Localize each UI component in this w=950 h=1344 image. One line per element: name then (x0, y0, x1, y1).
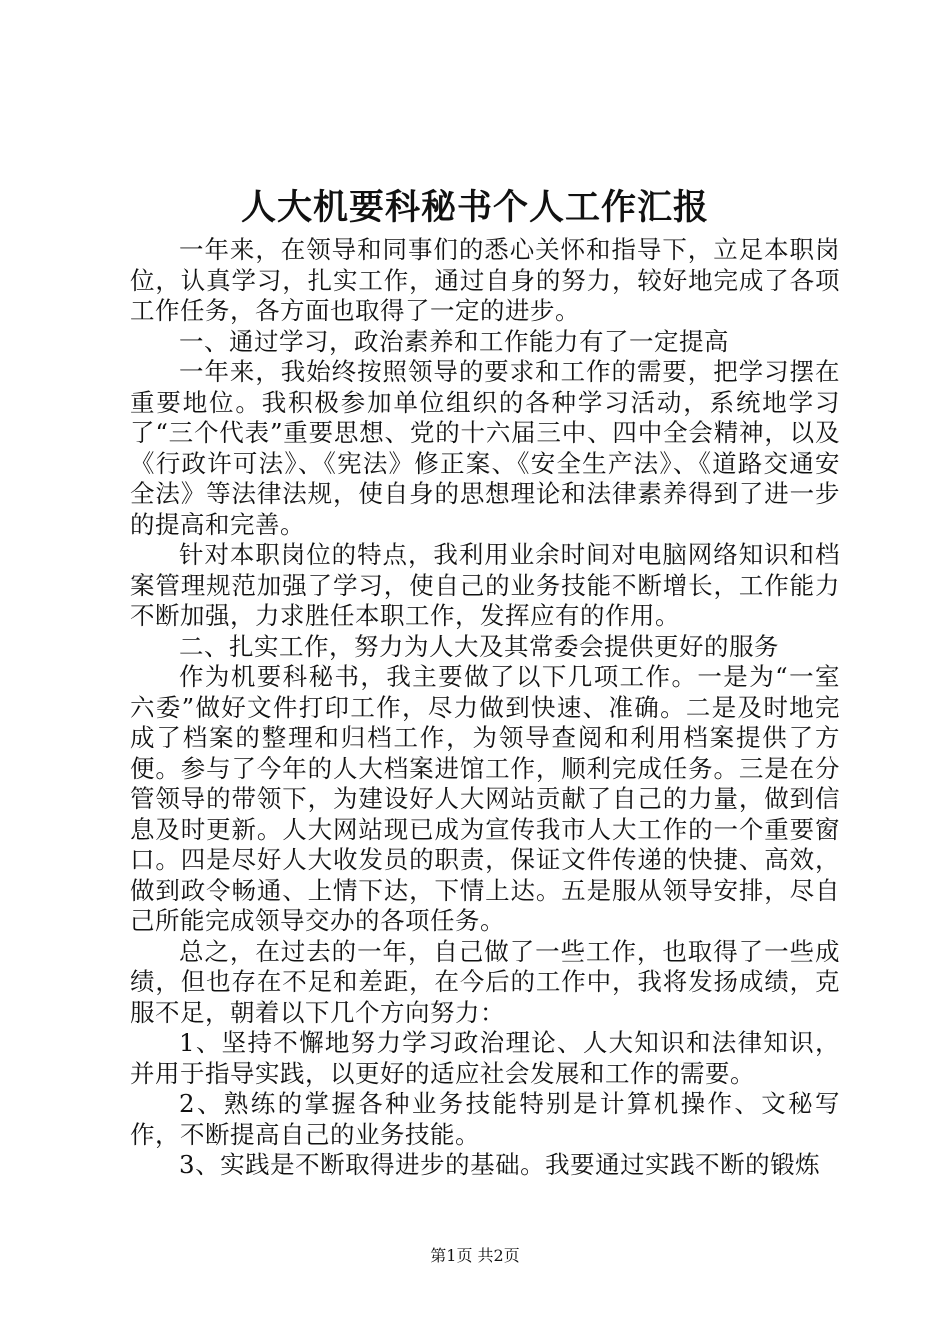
document-body (130, 235, 840, 1181)
list-item: 3、实践是不断取得进步的基础。我要通过实践不断的锻炼 (179, 1150, 821, 1179)
body-paragraph: 作为机要科秘书，我主要做了以下几项工作。一是为“一室六委”做好文件打印工作，尽力做到快速、准确。二是及时地完成了档案的整理和归档工作，为领导查阅和利用档案提供了方便。参与了今年的人大档案进馆工作，顺利完成任务。三是在分管领导的带领下，为建设好人大网站贡献了自己的力量，做到信息及时更新。人大网站现已成为宣传我市人大工作的一个重要窗口。四是尽好人大收发员的职责，保证文件传递的快捷、高效，做到政令畅通、上情下达，下情上达。五是服从领导安排，尽自己所能完成领导交办的各项任务。 (130, 662, 840, 935)
document-title: 人大机要科秘书个人工作汇报 (240, 187, 709, 228)
section-heading-2: 二、扎实工作，努力为人大及其常委会提供更好的服务 (179, 631, 779, 661)
summary-paragraph: 总之，在过去的一年，自己做了一些工作，也取得了一些成绩，但也存在不足和差距，在今后的工作中，我将发扬成绩，克服不足，朝着以下几个方向努力： (130, 936, 840, 1027)
list-item: 1、坚持不懈地努力学习政治理论、人大知识和法律知识，并用于指导实践，以更好的适应社会发展和工作的需要。 (130, 1028, 840, 1088)
section-heading-1: 一、通过学习，政治素养和工作能力有了一定提高 (179, 326, 729, 356)
body-paragraph: 一年来，我始终按照领导的要求和工作的需要，把学习摆在重要地位。我积极参加单位组织的各种学习活动，系统地学习了“三个代表”重要思想、党的十六届三中、四中全会精神，以及《行政许可法》、《宪法》修正案、《安全生产法》、《道路交通安全法》等法律法规，使自身的思想理论和法律素养得到了进一步的提高和完善。 (130, 357, 840, 539)
body-paragraph: 针对本职岗位的特点，我利用业余时间对电脑网络知识和档案管理规范加强了学习，使自己的业务技能不断增长，工作能力不断加强，力求胜任本职工作，发挥应有的作用。 (130, 540, 840, 630)
list-item: 2、熟练的掌握各种业务技能特别是计算机操作、文秘写作，不断提高自己的业务技能。 (130, 1089, 840, 1149)
intro-paragraph: 一年来，在领导和同事们的悉心关怀和指导下，立足本职岗位，认真学习，扎实工作，通过自身的努力，较好地完成了各项工作任务，各方面也取得了一定的进步。 (130, 235, 840, 325)
page-footer: 第1页 共2页 (430, 1246, 520, 1265)
